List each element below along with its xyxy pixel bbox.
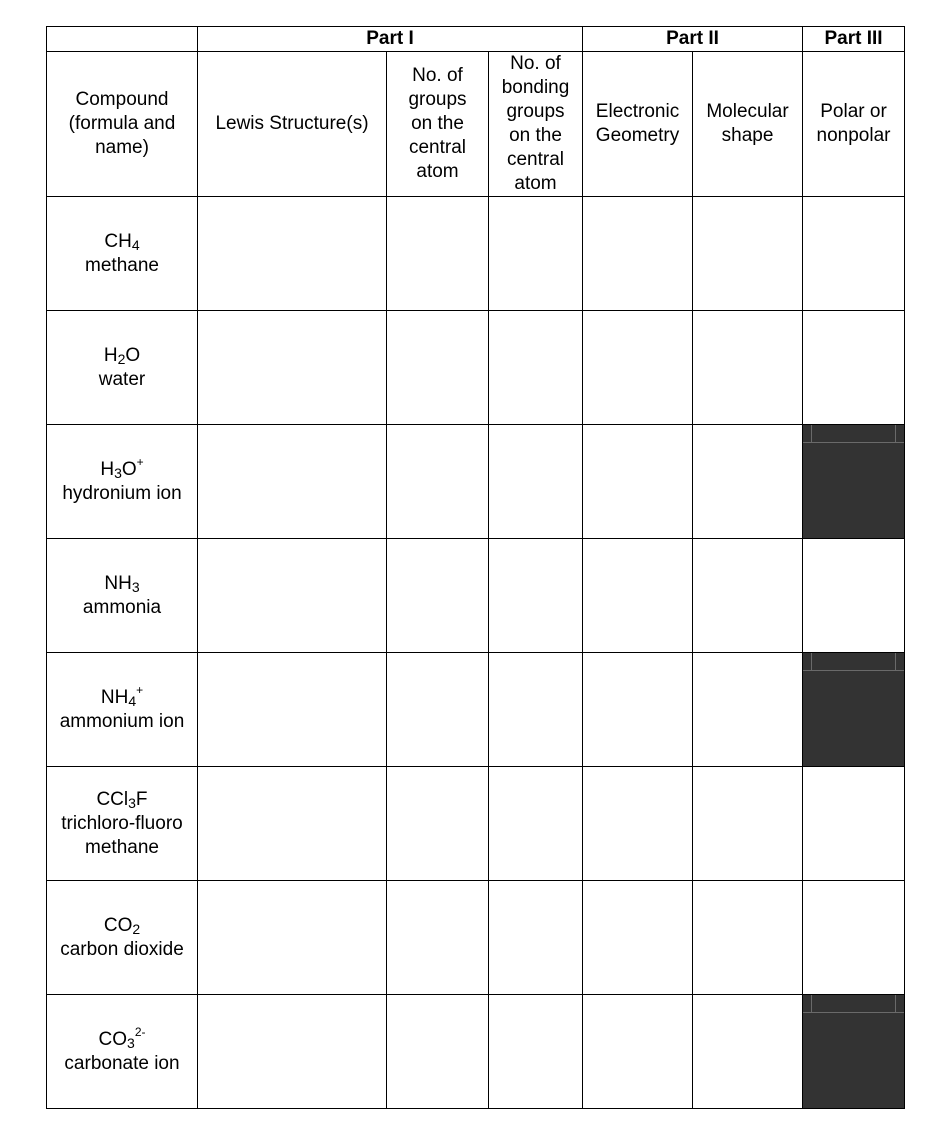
header-lewis-text: Lewis Structure(s) [215,113,369,134]
groups-count-cell[interactable] [387,197,489,311]
compound-name: carbon dioxide [60,938,184,960]
compound-cell [47,653,198,767]
lewis-structure-cell[interactable] [198,425,387,539]
bonding-groups-cell[interactable] [489,767,583,881]
polarity-cell [803,653,905,767]
bonding-groups-cell[interactable] [489,539,583,653]
lewis-structure-cell[interactable] [198,539,387,653]
electronic-geometry-cell[interactable] [583,653,693,767]
header-lewis-structure [198,52,387,197]
molecular-shape-cell[interactable] [693,653,803,767]
lewis-structure-cell[interactable] [198,881,387,995]
bonding-groups-cell[interactable] [489,653,583,767]
header-electronic-text: Electronic Geometry [595,101,680,146]
compound-formula: $H_2O$ [103,344,141,367]
groups-count-cell[interactable] [387,311,489,425]
group-header-row [47,27,905,52]
compound-row [47,995,905,1109]
compound-name: trichloro-fluoro methane [61,812,183,858]
compound-row [47,767,905,881]
molecular-shape-cell[interactable] [693,767,803,881]
electronic-geometry-cell[interactable] [583,995,693,1109]
lewis-structure-cell[interactable] [198,311,387,425]
compound-cell [47,881,198,995]
bonding-groups-cell[interactable] [489,197,583,311]
polarity-cell[interactable] [803,311,905,425]
compound-formula: CCl$_3$F [96,788,148,811]
polarity-cell[interactable] [803,197,905,311]
bonding-groups-cell[interactable] [489,311,583,425]
compound-row [47,881,905,995]
groups-count-cell[interactable] [387,767,489,881]
compound-cell [47,539,198,653]
molecular-shape-cell[interactable] [693,197,803,311]
compound-formula: $NH_4^+$ [100,682,144,709]
header-molecular-text: Molecular shape [706,101,789,146]
group-header-part3: Part III [803,27,905,52]
compound-formula: $H_3O^+$ [100,454,144,481]
compound-row [47,653,905,767]
compound-name: ammonium ion [59,710,185,732]
header-polar-text: Polar or nonpolar [816,101,891,146]
compound-formula: $CO_3^{2-}$ [98,1024,146,1051]
bonding-groups-cell[interactable] [489,995,583,1109]
compound-row [47,197,905,311]
column-header-row [47,52,905,197]
compound-row [47,311,905,425]
bonding-groups-cell[interactable] [489,881,583,995]
compound-name: carbonate ion [64,1052,180,1074]
groups-count-cell[interactable] [387,881,489,995]
compound-cell [47,197,198,311]
molecular-shape-cell[interactable] [693,425,803,539]
polarity-cell [803,425,905,539]
compound-cell [47,995,198,1109]
groups-count-cell[interactable] [387,539,489,653]
electronic-geometry-cell[interactable] [583,767,693,881]
lewis-structure-cell[interactable] [198,197,387,311]
molecular-shape-cell[interactable] [693,881,803,995]
electronic-geometry-cell[interactable] [583,539,693,653]
compound-cell [47,311,198,425]
polarity-cell[interactable] [803,539,905,653]
group-header-part1: Part I [198,27,583,52]
header-groups-text: No. of groups on the central atom [408,65,467,182]
compound-row [47,425,905,539]
compound-row [47,539,905,653]
molecular-shape-cell[interactable] [693,995,803,1109]
electronic-geometry-cell[interactable] [583,311,693,425]
molecular-shape-cell[interactable] [693,311,803,425]
groups-count-cell[interactable] [387,653,489,767]
header-electronic-geometry [583,52,693,197]
compound-name: water [98,368,146,390]
compound-name: ammonia [82,596,162,618]
compound-formula: $CH_4$ [104,230,140,253]
polarity-cell [803,995,905,1109]
compound-name: hydronium ion [62,482,182,504]
compound-formula: $CO_2$ [103,914,141,937]
groups-count-cell[interactable] [387,425,489,539]
header-compound [47,52,198,197]
compound-name: methane [85,254,159,276]
header-bonding-text: No. of bonding groups on the central atom [501,53,570,194]
electronic-geometry-cell[interactable] [583,881,693,995]
electronic-geometry-cell[interactable] [583,197,693,311]
lewis-structure-cell[interactable] [198,653,387,767]
compound-cell [47,767,198,881]
bonding-groups-cell[interactable] [489,425,583,539]
header-groups-central-atom [387,52,489,197]
header-molecular-shape [693,52,803,197]
compound-formula: $NH_3$ [104,572,140,595]
header-compound-text: Compound (formula and name) [68,89,176,158]
molecular-shape-cell[interactable] [693,539,803,653]
header-polarity [803,52,905,197]
polarity-cell[interactable] [803,767,905,881]
compound-cell [47,425,198,539]
electronic-geometry-cell[interactable] [583,425,693,539]
lewis-structure-cell[interactable] [198,767,387,881]
lewis-structure-cell[interactable] [198,995,387,1109]
polarity-cell[interactable] [803,881,905,995]
group-header-part2: Part II [583,27,803,52]
group-header-blank [47,27,198,52]
groups-count-cell[interactable] [387,995,489,1109]
molecular-geometry-worksheet-table [46,26,905,1109]
header-bonding-groups [489,52,583,197]
